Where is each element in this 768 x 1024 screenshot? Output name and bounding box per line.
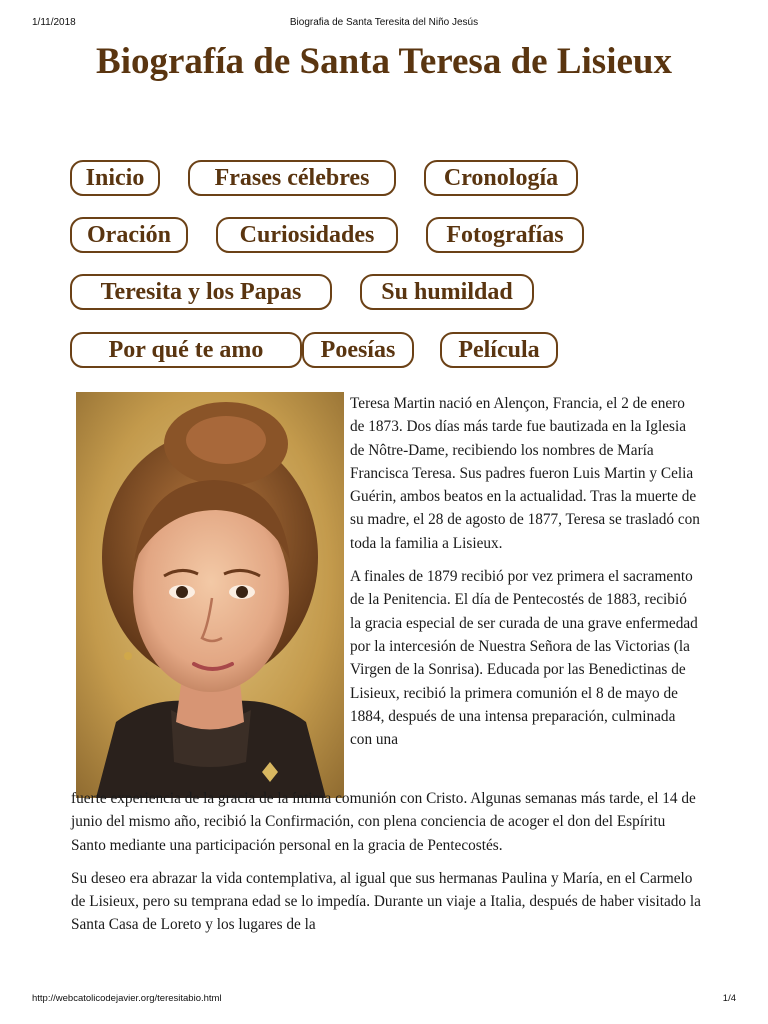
print-url: http://webcatolicodejavier.org/teresitabio.html (32, 993, 222, 1004)
nav-pelicula-button[interactable]: Película (440, 332, 558, 368)
nav-papas-button[interactable]: Teresita y los Papas (70, 274, 332, 310)
article-text-beside-image (350, 392, 700, 761)
print-header (32, 17, 736, 31)
print-page-number: 1/4 (722, 993, 736, 1004)
nav-poesias-button[interactable]: Poesías (302, 332, 414, 368)
paragraph-1: Teresa Martin nació en Alençon, Francia, el 2 de enero de 1873. Dos días más tarde fue bautizada en la Iglesia de Nôtre-Dame, recibiendo los nombres de María Francisca Teresa. Sus padres fueron Luis Martin y Celia Guérin, ambos beatos en la actualidad. Tras la muerte de su madre, el 28 de agosto de 1877, Teresa se trasladó con toda la familia a Lisieux. (350, 395, 700, 552)
nav-oracion-button[interactable]: Oración (70, 217, 188, 253)
portrait-image (76, 392, 344, 798)
paragraph-2-start: A finales de 1879 recibió por vez primera el sacramento de la Penitencia. El día de Pentecostés de 1883, recibió la gracia especial de ser curada de una grave enfermedad por la intercesión de Nuestra Señora de las Victorias (la Virgen de la Sonrisa). Educada por las Benedictinas de Lisieux, recibió la primera comunión el 8 de mayo de 1884, después de una intensa preparación, culminada con una (350, 568, 698, 749)
article-text-full-width (71, 787, 701, 947)
nav-inicio-button[interactable]: Inicio (70, 160, 160, 196)
paragraph-3: Su deseo era abrazar la vida contemplativa, al igual que sus hermanas Paulina y María, en el Carmelo de Lisieux, pero su temprana edad se lo impedía. Durante un viaje a Italia, después de haber visitado la Santa Casa de Loreto y los lugares de la (71, 869, 701, 934)
nav-fotografias-button[interactable]: Fotografías (426, 217, 584, 253)
nav-frases-button[interactable]: Frases célebres (188, 160, 396, 196)
print-date: 1/11/2018 (32, 17, 76, 28)
paragraph-2-end: fuerte experiencia de la gracia de la íntima comunión con Cristo. Algunas semanas más tarde, el 14 de junio del mismo año, recibió la Confirmación, con plena conciencia de acoger el don del Espíritu Santo mediante una participación personal en la gracia de Pentecostés. (71, 790, 696, 854)
nav-curiosidades-button[interactable]: Curiosidades (216, 217, 398, 253)
page-title: Biografía de Santa Teresa de Lisieux (96, 41, 672, 82)
nav-cronologia-button[interactable]: Cronología (424, 160, 578, 196)
print-doc-title: Biografia de Santa Teresita del Niño Jesús (289, 17, 479, 28)
nav-por-que-te-amo-button[interactable]: Por qué te amo (70, 332, 302, 368)
portrait-of-saint-therese-icon (76, 392, 344, 798)
nav-humildad-button[interactable]: Su humildad (360, 274, 534, 310)
print-footer (32, 993, 736, 1007)
